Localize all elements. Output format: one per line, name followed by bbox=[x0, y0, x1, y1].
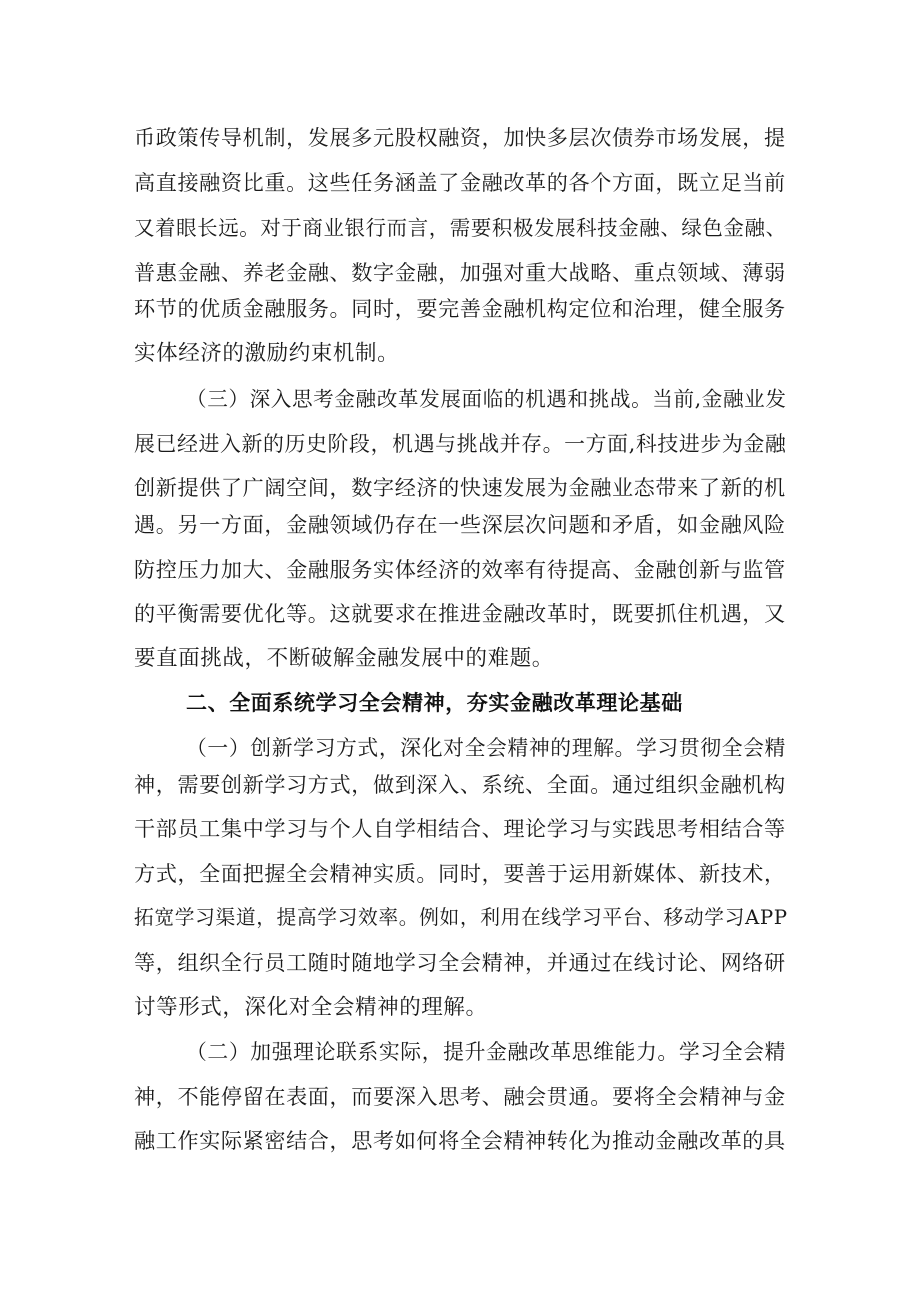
paragraph-4-line-1: （二）加强理论联系实际，提升金融改革思维能力。学习全会精 bbox=[186, 1040, 786, 1064]
paragraph-3-line-3: 干部员工集中学习与个人自学相结合、理论学习与实践思考相结合等 bbox=[134, 816, 786, 841]
paragraph-1-line-3: 又着眼长远。对于商业银行而言，需要积极发展科技金融、绿色金融、 bbox=[134, 216, 787, 240]
paragraph-2-line-6: 的平衡需要优化等。这就要求在推进金融改革时，既要抓住机遇，又 bbox=[134, 601, 786, 626]
paragraph-3-line-6: 等，组织全行员工随时随地学习全会精神，并通过在线讨论、网络研 bbox=[134, 950, 786, 975]
paragraph-3-line-4: 方式，全面把握全会精神实质。同时，要善于运用新媒体、新技术， bbox=[134, 861, 786, 886]
paragraph-2-line-5: 防控压力加大、金融服务实体经济的效率有待提高、金融创新与监管 bbox=[134, 557, 786, 582]
paragraph-3-line-2: 神，需要创新学习方式，做到深入、系统、全面。通过组织金融机构 bbox=[134, 772, 786, 797]
paragraph-2-line-3: 创新提供了广阔空间，数字经济的快速发展为金融业态带来了新的机 bbox=[134, 475, 786, 500]
paragraph-1-line-5: 环节的优质金融服务。同时，要完善金融机构定位和治理，健全服务 bbox=[134, 296, 786, 321]
paragraph-3-line-5: 拓宽学习渠道，提高学习效率。例如，利用在线学习平台、移动学习APP bbox=[134, 906, 788, 929]
paragraph-1-line-2: 高直接融资比重。这些任务涵盖了金融改革的各个方面，既立足当前 bbox=[134, 170, 786, 195]
paragraph-4-line-2: 神，不能停留在表面，而要深入思考、融会贯通。要将全会精神与金 bbox=[134, 1084, 786, 1109]
paragraph-2-line-1: （三）深入思考金融改革发展面临的机遇和挑战。当前,金融业发 bbox=[186, 387, 787, 411]
paragraph-2-line-4: 遇。另一方面，金融领域仍存在一些深层次问题和矛盾，如金融风险 bbox=[134, 512, 786, 537]
paragraph-1-line-6: 实体经济的激励约束机制。 bbox=[134, 341, 400, 366]
paragraph-4-line-3: 融工作实际紧密结合，思考如何将全会精神转化为推动金融改革的具 bbox=[134, 1128, 786, 1153]
paragraph-1-line-1: 币政策传导机制，发展多元股权融资，加快多层次债券市场发展，提 bbox=[134, 125, 786, 150]
paragraph-3-line-7: 讨等形式，深化对全会精神的理解。 bbox=[134, 995, 488, 1020]
paragraph-2-line-7: 要直面挑战，不断破解金融发展中的难题。 bbox=[134, 646, 554, 671]
section-heading: 二、全面系统学习全会精神，夯实金融改革理论基础 bbox=[186, 691, 683, 715]
paragraph-1-line-4: 普惠金融、养老金融、数字金融，加强对重大战略、重点领域、薄弱 bbox=[134, 260, 786, 285]
paragraph-2-line-2: 展已经进入新的历史阶段，机遇与挑战并存。一方面,科技进步为金融 bbox=[134, 432, 787, 456]
paragraph-3-line-1: （一）创新学习方式，深化对全会精神的理解。学习贯彻全会精 bbox=[186, 736, 786, 760]
